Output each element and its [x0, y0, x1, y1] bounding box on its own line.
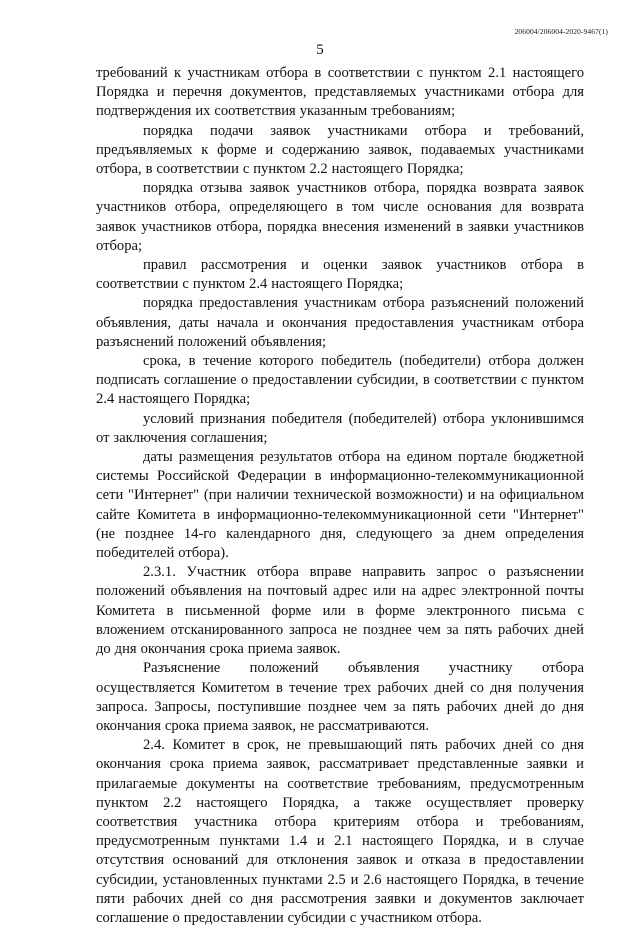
paragraph-results-publication-date: даты размещения результатов отбора на едином портале бюджетной системы Российской Федерации в информационно-телекоммуникационной сети "Интернет" (при наличии технической возможности) и на официальном сайте Комитета в информационно-телекоммуникационной сети "Интернет" (не позднее 14-го календарного дня, следующего за днем определения победителей отбора). — [96, 449, 584, 562]
paragraph-section-2-4: 2.4. Комитет в срок, не превышающий пять рабочих дней со дня окончания срока приема заявок, рассматривает представленные заявки и прилагаемые документы на соответствие требованиям, предусмотренным пунктом 2.2 настоящего Порядка, а также осуществляет проверку соответствия участника отбора критериям отбора и требованиям, предусмотренным пунктами 1.4 и 2.1 настоящего Порядка, и в случае отсутствия оснований для отклонения заявок и отказа в предоставлении субсидии, установленных пунктами 2.5 и 2.6 настоящего Порядка, в течение пяти рабочих дней со дня рассмотрения заявки и документов заключает соглашение о предоставлении субсидии с участником отбора. — [96, 737, 584, 926]
page-number: 5 — [316, 42, 324, 58]
paragraph-application-submission-procedure: порядка подачи заявок участниками отбора и требований, предъявляемых к форме и содержанию заявок, подаваемых участниками отбора, в соответствии с пунктом 2.2 настоящего Порядка; — [96, 122, 584, 178]
document-registration-code: 206004/206004-2020-9467(1) — [514, 27, 608, 36]
paragraph-evasion-conditions: условий признания победителя (победителей) отбора уклонившимся от заключения соглашения; — [96, 410, 584, 446]
document-body — [96, 64, 584, 928]
paragraph-review-rules: правил рассмотрения и оценки заявок участников отбора в соответствии с пунктом 2.4 настоящего Порядка; — [96, 257, 584, 293]
paragraph-clarification-response: Разъяснение положений объявления участнику отбора осуществляется Комитетом в течение трех рабочих дней со дня получения запроса. Запросы, поступившие позднее чем за пять рабочих дней до дня окончания срока приема заявок, не рассматриваются. — [96, 660, 584, 734]
paragraph-agreement-signing-deadline: срока, в течение которого победитель (победители) отбора должен подписать соглашение о предоставлении субсидии, в соответствии с пунктом 2.4 настоящего Порядка; — [96, 353, 584, 408]
paragraph-application-withdrawal-procedure: порядка отзыва заявок участников отбора, порядка возврата заявок участников отбора, определяющего в том числе основания для возврата заявок участников отбора, порядка внесения изменений в заявки участников отбора; — [96, 180, 584, 254]
paragraph-clarification-procedure: порядка предоставления участникам отбора разъяснений положений объявления, даты начала и окончания предоставления участникам отбора разъяснений положений объявления; — [96, 295, 584, 350]
paragraph-requirements-list-item: требований к участникам отбора в соответствии с пунктом 2.1 настоящего Порядка и перечня документов, представляемых участниками отбора для подтверждения их соответствия указанным требованиям; — [96, 65, 584, 120]
paragraph-section-2-3-1: 2.3.1. Участник отбора вправе направить запрос о разъяснении положений объявления на почтовый адрес или на адрес электронной почты Комитета в письменной форме или в форме электронного письма с вложением отсканированного запроса не позднее чем за пять рабочих дней до дня окончания срока приема заявок. — [96, 564, 584, 658]
